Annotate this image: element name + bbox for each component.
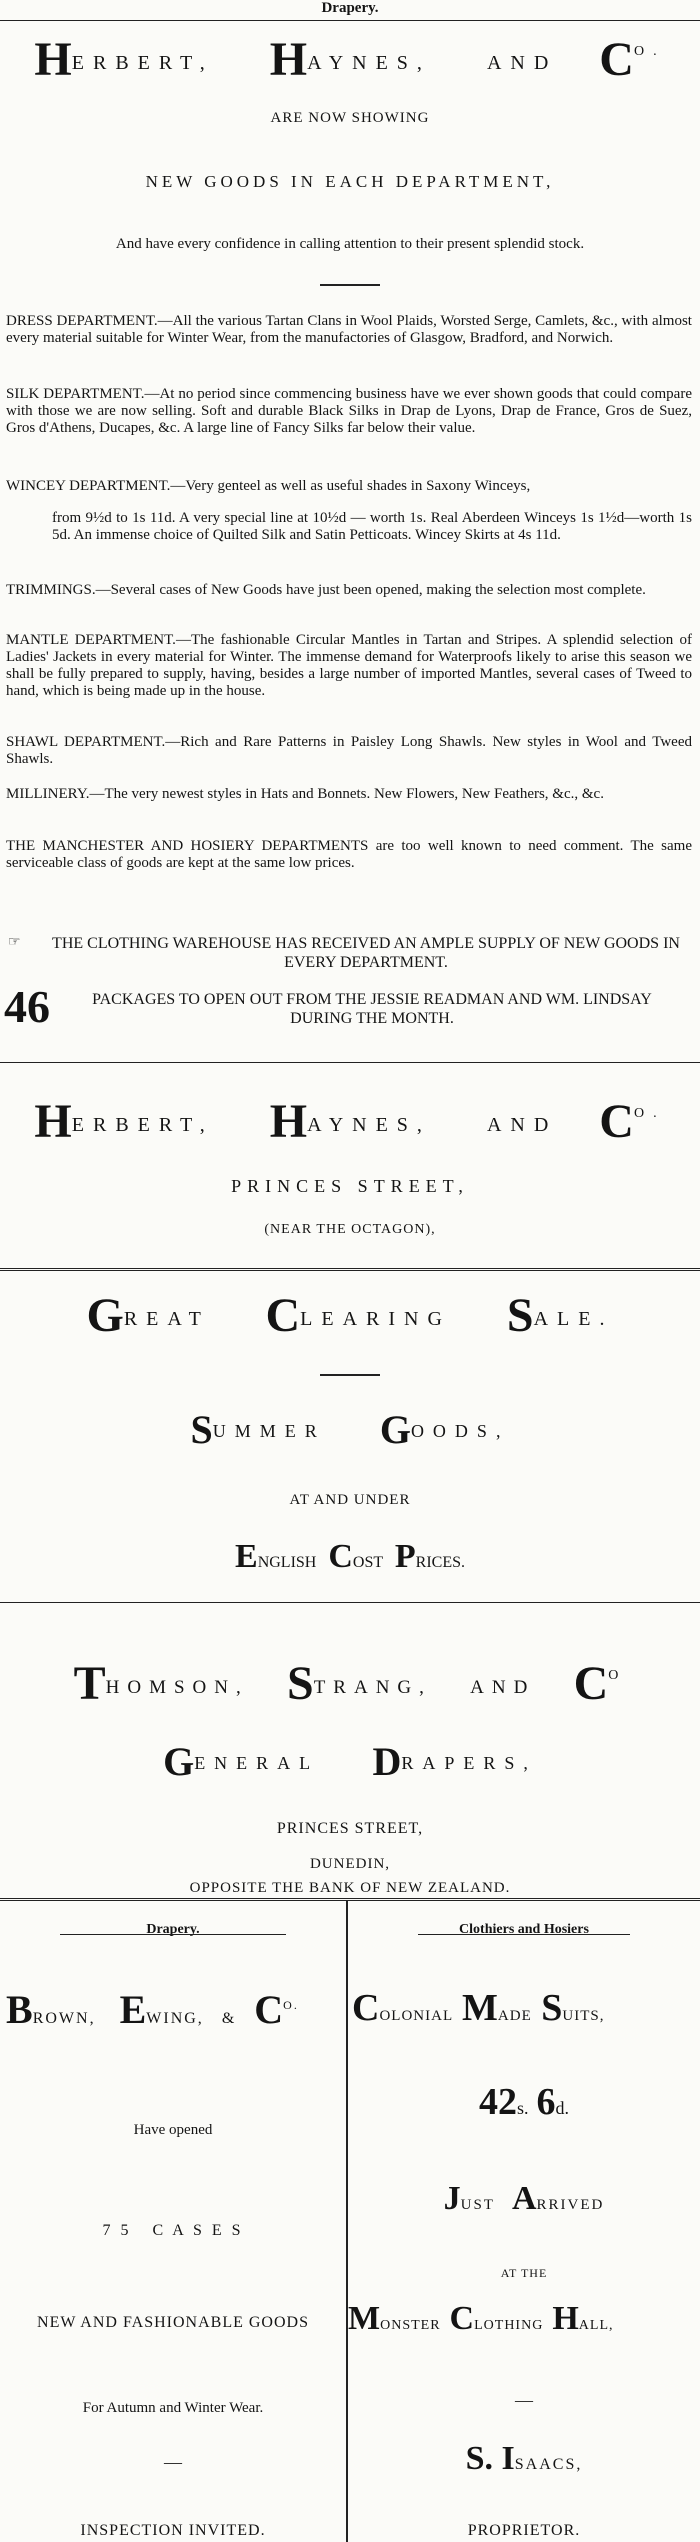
autumn-winter: For Autumn and Winter Wear. (82, 2400, 264, 2416)
name-part: O. (633, 1106, 666, 1121)
initial-c: C (599, 33, 634, 86)
initial-h2: H (269, 1095, 308, 1148)
dept-text: —Several cases of New Goods have just been opened, making the selection most complete. (95, 582, 646, 598)
short-rule (320, 1374, 380, 1376)
divider (0, 20, 700, 21)
brown-ewing-name (6, 1986, 346, 2033)
dept-dress (6, 313, 692, 347)
word: WING, (146, 2010, 204, 2027)
proprietor: PROPRIETOR. (467, 2522, 581, 2539)
word: ALL, (578, 2318, 614, 2333)
colonial-made-suits (352, 1986, 700, 2030)
divider (418, 1934, 630, 1935)
new-goods-heading: NEW GOODS IN EACH DEPARTMENT, (145, 172, 555, 191)
word: UST (460, 2197, 495, 2213)
name-part: ERBERT, (71, 52, 214, 74)
initial: S (506, 1289, 534, 1342)
word: HOMSON, (105, 1677, 249, 1698)
word: ONSTER (380, 2318, 441, 2333)
initial: G (379, 1407, 411, 1452)
s-isaacs (348, 2440, 700, 2478)
summer-goods (0, 1406, 700, 1453)
english-cost-prices (0, 1538, 700, 1576)
opposite-bank: OPPOSITE THE BANK OF NEW ZEALAND. (189, 1880, 511, 1896)
initial: G (86, 1289, 124, 1342)
initial: B (6, 1987, 33, 2032)
initial: S (541, 1987, 563, 2029)
word: OST (352, 1554, 383, 1571)
initial: C (352, 1987, 380, 2029)
double-divider (0, 1268, 700, 1271)
dept-wincey (6, 478, 692, 495)
initial: C (254, 1987, 284, 2032)
dept-shawl (6, 734, 692, 768)
clothing-warehouse-notice: THE CLOTHING WAREHOUSE HAS RECEIVED AN AMPLE SUPPLY OF NEW GOODS IN EVERY DEPARTMENT. (52, 935, 680, 971)
initial: M (462, 1987, 498, 2029)
word: ALE. (533, 1308, 614, 1330)
dept-name: THE MANCHESTER AND HOSIERY DEPARTMENTS (6, 838, 369, 854)
word: UITS, (562, 2008, 605, 2024)
at-and-under: AT AND UNDER (289, 1492, 411, 1508)
initial: A (511, 2180, 537, 2217)
dept-text: —Rich and Rare Patterns in Paisley Long Shawls. New styles in Wool and Tweed Shawls. (6, 734, 692, 767)
initial: H (552, 2300, 579, 2337)
seventy-five-cases: 7 5 C A S E S (102, 2222, 244, 2239)
word: AND (470, 1677, 536, 1698)
confidence-line: And have every confidence in calling attention to their present splendid stock. (115, 236, 585, 252)
shillings: 42 (478, 2081, 517, 2123)
divider (0, 1602, 700, 1603)
word: REAT (123, 1308, 210, 1330)
initial: C (328, 1538, 353, 1575)
dept-text: are too well known to need comment. The same serviceable class of goods are kept at the same low prices. (6, 838, 692, 871)
dept-wincey-cont (52, 510, 692, 544)
dept-name: WINCEY DEPARTMENT. (6, 478, 171, 494)
word: UMMER (212, 1421, 326, 1441)
just-arrived (348, 2180, 700, 2218)
packages-count: 46 (4, 981, 50, 1032)
dept-name: SHAWL DEPARTMENT. (6, 734, 166, 750)
pence-unit: d. (555, 2098, 569, 2118)
dept-text: —The fashionable Circular Mantles in Tartan and Stripes. A splendid selection of Ladies' Jackets in every material for Winter. The immense demand for Waterproofs likely to arise this season we shall be fully prepared to supply, having, besides a large number of imported Mantles, several cases of Tweed to hand, which is being made up in the house. (6, 632, 692, 699)
initial-h: H (34, 1095, 72, 1148)
word: RAPERS, (401, 1753, 537, 1773)
general-drapers (0, 1738, 700, 1785)
initial: S (287, 1657, 314, 1710)
word: SAACS, (514, 2456, 583, 2473)
word: O (608, 1668, 627, 1683)
price (348, 2080, 700, 2124)
initial: C (573, 1657, 609, 1710)
word: & (221, 2010, 237, 2027)
word: O. (283, 1998, 299, 2012)
dept-mantle (6, 632, 692, 700)
word: NGLISH (257, 1554, 317, 1571)
initial: E (235, 1538, 258, 1575)
initial-c: C (599, 1095, 634, 1148)
initial: S (190, 1407, 213, 1452)
dept-text: —The very newest styles in Hats and Bonnets. New Flowers, New Feathers, &c., &c. (89, 786, 604, 802)
dunedin: DUNEDIN, (309, 1856, 391, 1872)
princes-street-2: PRINCES STREET, (276, 1820, 424, 1837)
pointing-hand-icon: ☞ (8, 935, 21, 950)
dept-name: SILK DEPARTMENT. (6, 386, 145, 402)
dept-text: —Very genteel as well as useful shades in Saxony Winceys, (170, 478, 531, 494)
word: ADE (497, 2008, 532, 2024)
inspection-invited: INSPECTION INVITED. (80, 2522, 266, 2539)
monster-clothing-hall (348, 2300, 700, 2338)
dept-name: DRESS DEPARTMENT. (6, 313, 158, 329)
initial: D (372, 1739, 402, 1784)
name-part: ERBERT, (71, 1114, 214, 1136)
packages-text: PACKAGES TO OPEN OUT FROM THE JESSIE READMAN AND WM. LINDSAY DURING THE MONTH. (92, 991, 652, 1027)
word: RRIVED (536, 2197, 605, 2213)
dept-name: MILLINERY. (6, 786, 90, 802)
dept-name: TRIMMINGS. (6, 582, 96, 598)
dept-silk (6, 386, 692, 437)
column-header: Drapery. (146, 1922, 200, 1937)
name-part: AND (486, 1114, 558, 1136)
have-opened: Have opened (133, 2122, 213, 2138)
initial-h: H (34, 33, 72, 86)
dept-text: —At no period since commencing business have we ever shown goods that could compare with those we are now selling. Soft and durable Black Silks in Drap de Lyons, Drap de France, Gros de Suez, Gros d'Athens, Ducapes, &c. A large line of Fancy Silks far below their value. (6, 386, 692, 436)
dept-text: from 9½d to 1s 11d. A very special line at 10½d — worth 1s. Real Aberdeen Winceys 1s 1½d—worth 1s 5d. An immense choice of Quilted Silk and Satin Petticoats. Wincey Skirts at 4s 11d. (52, 510, 692, 543)
dept-millinery (6, 786, 692, 803)
name-part: AND (486, 52, 558, 74)
initial: E (119, 1987, 147, 2032)
initial: C (449, 2300, 475, 2337)
word: LEARING (300, 1308, 451, 1330)
initial: G (163, 1739, 195, 1784)
short-rule (320, 284, 380, 286)
dept-name: MANTLE DEPARTMENT. (6, 632, 176, 648)
dash: — (164, 2452, 182, 2472)
shillings-unit: s. (516, 2098, 529, 2118)
word: RICES. (415, 1554, 465, 1571)
divider (0, 1062, 700, 1063)
initial-h2: H (269, 33, 308, 86)
column-header: Clothiers and Hosiers (459, 1922, 589, 1937)
name-part: AYNES, (307, 1114, 431, 1136)
word: OLONIAL (379, 2008, 453, 2024)
word: LOTHING (474, 2318, 544, 2333)
dept-text: —All the various Tartan Clans in Wool Plaids, Worsted Serge, Camlets, &c., with almost every material suitable for Winter Wear, from the manufactories of Glasgow, Bradford, and Norwich. (6, 313, 692, 346)
firm-name-herbert-haynes-2 (0, 1094, 700, 1149)
section-header: Drapery. (321, 0, 379, 16)
pence: 6 (536, 2081, 556, 2123)
dash: — (515, 2390, 533, 2410)
initial: J (443, 2180, 461, 2217)
are-now-showing: ARE NOW SHOWING (270, 110, 430, 126)
new-fashionable-goods: NEW AND FASHIONABLE GOODS (37, 2314, 309, 2331)
initial: S. I (465, 2440, 515, 2477)
great-clearing-sale (0, 1288, 700, 1343)
initial: C (265, 1289, 301, 1342)
firm-name-herbert-haynes (0, 32, 700, 87)
word: OODS, (410, 1421, 510, 1441)
firm-name-thomson-strang (0, 1656, 700, 1711)
initial: P (394, 1538, 416, 1575)
divider (60, 1934, 286, 1935)
name-part: AYNES, (307, 52, 431, 74)
word: TRANG, (313, 1677, 432, 1698)
dept-trimmings (6, 582, 692, 599)
princes-street: PRINCES STREET, (231, 1176, 469, 1196)
word: ROWN, (32, 2010, 96, 2027)
initial: M (348, 2300, 381, 2337)
dept-manchester (6, 838, 692, 872)
initial: T (73, 1657, 106, 1710)
double-divider (0, 1898, 700, 1901)
near-octagon: (NEAR THE OCTAGON), (264, 1222, 436, 1237)
name-part: O. (633, 44, 666, 59)
at-the: AT THE (500, 2266, 548, 2280)
word: ENERAL (194, 1753, 319, 1773)
